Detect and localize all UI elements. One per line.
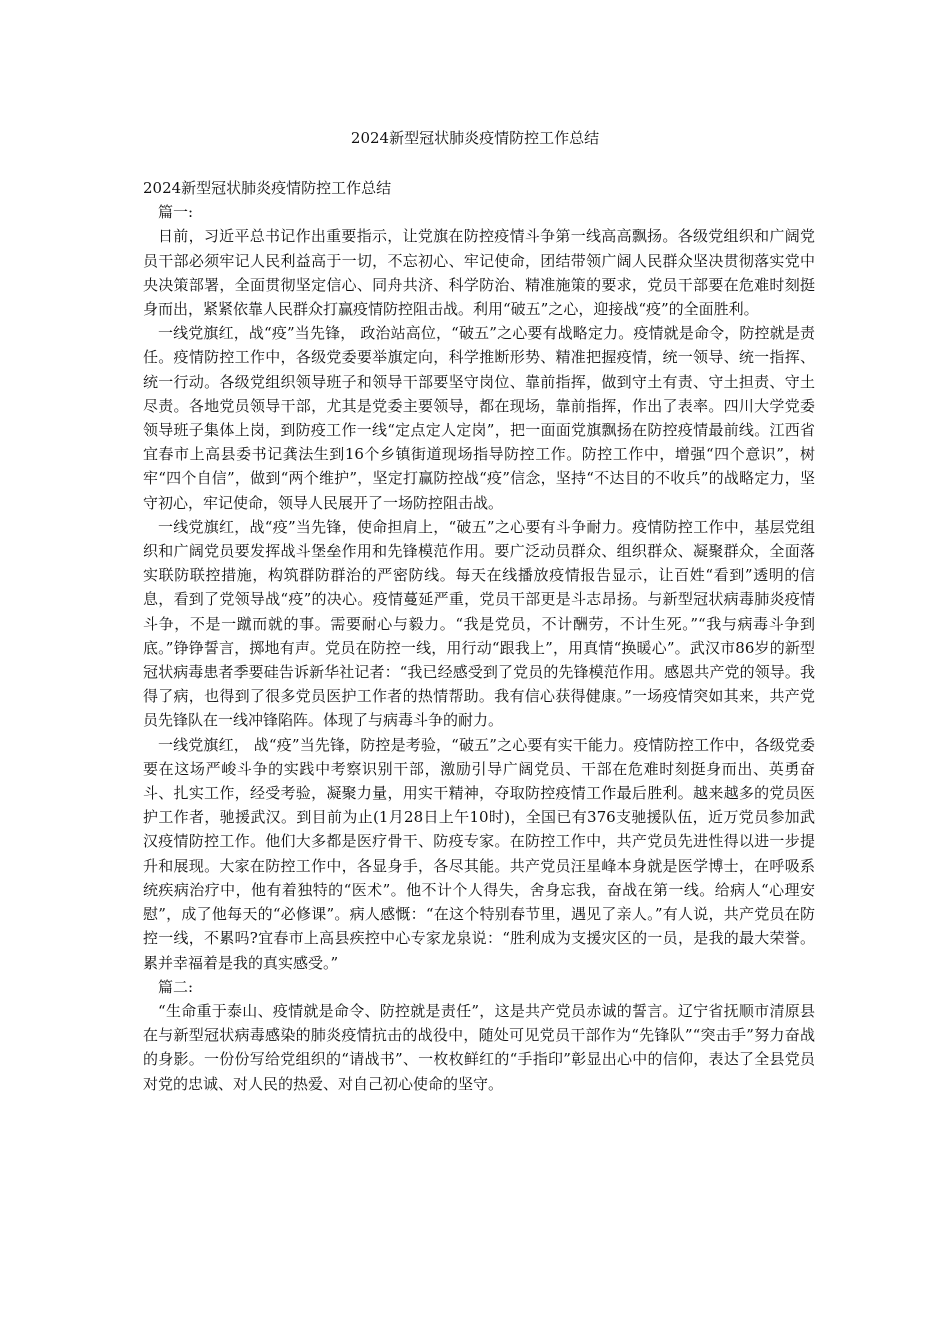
part1-label: 篇一:: [158, 203, 194, 222]
part2-label: 篇二:: [158, 977, 194, 996]
document-subtitle: 2024新型冠状肺炎疫情防控工作总结: [143, 179, 392, 197]
paragraph: 一线党旗红，战“疫”当先锋， 政治站高位，“破五”之心要有战略定力。疫情就是命令，防控就是责任。疫情防控工作中，各级党委要举旗定向，科学推断形势、精准把握疫情，统一领导、统一指挥、统一行动。各级党组织领导班子和领导干部要坚守岗位、靠前指挥，做到守土有责、守土担责、守土尽责。各地党员领导干部，尤其是党委主要领导，都在现场，靠前指挥，作出了表率。四川大学党委领导班子集体上岗，到防疫工作一线“定点定人定岗”，把一面面党旗飘扬在防控疫情最前线。江西省宜春市上高县委书记龚法生到16个乡镇街道现场指导防控工作。防控工作中，增强“四个意识”，树牢“四个自信”，做到“两个维护”，坚定打赢防控战“疫”信念，坚持“不达目的不收兵”的战略定力，坚守初心，牢记使命，领导人民展开了一场防控阻击战。: [143, 324, 815, 512]
paragraph: 日前，习近平总书记作出重要指示，让党旗在防控疫情斗争第一线高高飘扬。各级党组织和广阔党员干部必须牢记人民利益高于一切，不忘初心、牢记使命，团结带领广阔人民群众坚决贯彻落实党中央决策部署，全面贯彻坚定信心、同舟共济、科学防治、精准施策的要求，党员干部要在危难时刻挺身而出，紧紧依靠人民群众打赢疫情防控阻击战。利用“破五”之心，迎接战“疫”的全面胜利。: [143, 227, 815, 319]
paragraph: “生命重于泰山、疫情就是命令、防控就是责任”，这是共产党员赤诚的誓言。辽宁省抚顺市清原县在与新型冠状病毒感染的肺炎疫情抗击的战役中，随处可见党员干部作为“先锋队”“突击手”努力奋战的身影。一份份写给党组织的“请战书”、一枚枚鲜红的“手指印”彰显出心中的信仰，表达了全县党员对党的忠诚、对人民的热爱、对自己初心使命的坚守。: [143, 1001, 815, 1093]
paragraph: 一线党旗红，战“疫”当先锋，使命担肩上，“破五”之心要有斗争耐力。疫情防控工作中，基层党组织和广阔党员要发挥战斗堡垒作用和先锋模范作用。要广泛动员群众、组织群众、凝聚群众，全面落实联防联控措施，构筑群防群治的严密防线。每天在线播放疫情报告显示，让百姓“看到”透明的信息，看到了党领导战“疫”的决心。疫情蔓延严重，党员干部更是斗志昂扬。与新型冠状病毒肺炎疫情斗争，不是一蹴而就的事。需要耐心与毅力。“我是党员，不计酬劳，不计生死。”“我与病毒斗争到底。”铮铮誓言，掷地有声。党员在防控一线，用行动“跟我上”，用真情“换暖心”。武汉市86岁的新型冠状病毒患者季要硅告诉新华社记者：“我已经感受到了党员的先锋模范作用。感恩共产党的领导。我得了病，也得到了很多党员医护工作者的热情帮助。我有信心获得健康。”一场疫情突如其来，共产党员先锋队在一线冲锋陷阵。体现了与病毒斗争的耐力。: [143, 517, 815, 730]
document-title: 2024新型冠状肺炎疫情防控工作总结: [350, 129, 600, 147]
document-body: [143, 176, 815, 1096]
paragraph: 一线党旗红， 战“疫”当先锋，防控是考验，“破五”之心要有实干能力。疫情防控工作中，各级党委要在这场严峻斗争的实践中考察识别干部，激励引导广阔党员、干部在危难时刻挺身而出、英勇奋斗、扎实工作，经受考验，凝聚力量，用实干精神，夺取防控疫情工作最后胜利。越来越多的党员医护工作者，驰援武汉。到目前为止(1月28日上午10时)，全国已有376支驰援队伍，近万党员参加武汉疫情防控工作。他们大多都是医疗骨干、防疫专家。在防控工作中，共产党员先进性得以进一步提升和展现。大家在防控工作中，各显身手，各尽其能。共产党员汪星峰本身就是医学博士，在呼吸系统疾病治疗中，他有着独特的“医术”。他不计个人得失，舍身忘我，奋战在第一线。给病人“心理安慰”，成了他每天的“必修课”。病人感慨：“在这个特别春节里，遇见了亲人。”有人说，共产党员在防控一线，不累吗?宜春市上高县疾控中心专家龙泉说：“胜利成为支援灾区的一员，是我的最大荣誉。累并幸福着是我的真实感受。”: [143, 735, 815, 972]
